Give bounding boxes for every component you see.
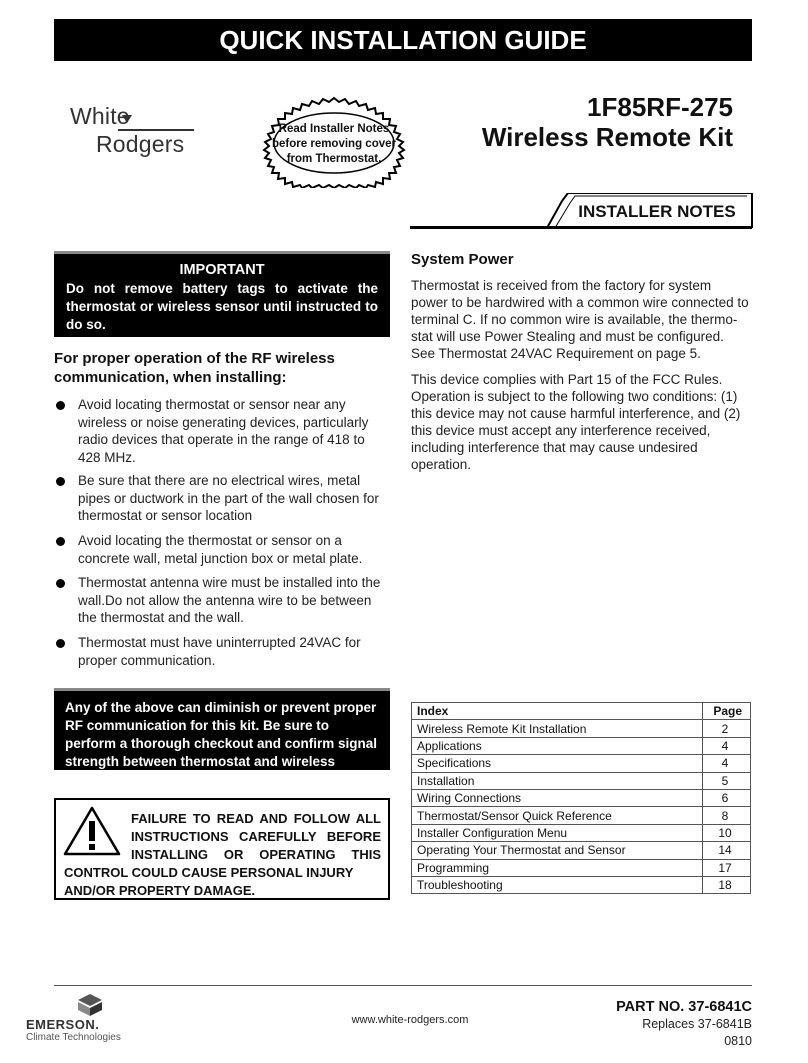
important-notice [54, 251, 390, 337]
system-power-paragraph: Thermostat is received from the factory for system power to be hardwired with a common wire connected to terminal C. If no common wire is available, the thermo-stat will use Power Stealing and must be configured. See Thermostat 24VAC Requirement on page 5. [411, 278, 749, 361]
bullet-icon [56, 579, 65, 588]
index-title: Specifications [412, 755, 703, 772]
seal-line-1: Read Installer Notes [278, 123, 390, 135]
index-page: 17 [703, 859, 751, 876]
index-title: Wiring Connections [412, 789, 703, 806]
section-divider [410, 226, 752, 229]
table-row [412, 772, 751, 789]
part-number: PART NO. 37-6841C [616, 999, 752, 1015]
table-header-row [412, 703, 751, 720]
index-page: 10 [703, 824, 751, 841]
table-row [412, 720, 751, 737]
warning-line-5: AND/OR PROPERTY DAMAGE. [64, 883, 256, 898]
logo-line-2: Rodgers [96, 131, 185, 157]
index-title: Installation [412, 772, 703, 789]
index-page: 8 [703, 807, 751, 824]
index-title: Programming [412, 859, 703, 876]
list-item-text: Be sure that there are no electrical wires, metal pipes or ductwork in the part of the wall chosen for thermostat or sensor location [78, 473, 379, 523]
product-title [430, 92, 733, 152]
list-item-text: Avoid locating the thermostat or sensor on a concrete wall, metal junction box or metal plate. [78, 533, 363, 566]
table-row [412, 876, 751, 893]
rf-section-heading: For proper operation of the RF wireless communication, when installing: [54, 350, 335, 386]
important-heading: IMPORTANT [179, 262, 265, 278]
replaces-part: Replaces 37-6841B [642, 1017, 752, 1031]
company-name: EMERSON. [26, 1017, 100, 1032]
list-item [54, 532, 390, 567]
warning-text [64, 810, 381, 900]
index-page: 4 [703, 737, 751, 754]
table-row [412, 859, 751, 876]
index-column-header: Index [412, 703, 703, 720]
product-name: Wireless Remote Kit [481, 122, 733, 152]
list-item [54, 574, 390, 627]
table-row [412, 824, 751, 841]
list-item [54, 634, 390, 669]
list-item [54, 472, 390, 525]
seal-line-2: before removing cover [272, 138, 396, 150]
date-code: 0810 [724, 1034, 752, 1048]
company-division: Climate Technologies [26, 1032, 121, 1043]
table-row [412, 755, 751, 772]
bullet-icon [56, 537, 65, 546]
bullet-icon [56, 639, 65, 648]
bullet-icon [56, 477, 65, 486]
important-body: Do not remove battery tags to activate the thermostat or wireless sensor until instructed to do so. [66, 281, 378, 332]
table-row [412, 737, 751, 754]
warning-line-3: INSTALLING OR OPERATING THIS [131, 847, 381, 862]
warning-line-4: CONTROL COULD CAUSE PERSONAL INJURY [64, 865, 354, 880]
rf-checkout-notice: Any of the above can diminish or prevent proper RF communication for this kit. Be sure to perform a thorough checkout and confirm signal strength between thermostat and wireless sensor. [54, 688, 390, 770]
fcc-compliance-paragraph: This device complies with Part 15 of the FCC Rules. Operation is subject to the following two conditions: (1) this device may not cause harmful interference, and (2) this device must accept any interference received, including interference that may cause undesired operation. [411, 372, 741, 472]
index-page: 2 [703, 720, 751, 737]
section-tab-label: INSTALLER NOTES [578, 202, 736, 221]
index-page: 5 [703, 772, 751, 789]
list-item-text: Avoid locating thermostat or sensor near any wireless or noise generating devices, particularly radio devices that operate in the range of 418 to 428 MHz. [78, 397, 369, 465]
table-row [412, 807, 751, 824]
index-title: Thermostat/Sensor Quick Reference [412, 807, 703, 824]
page-title: QUICK INSTALLATION GUIDE [54, 19, 752, 61]
seal-line-3: from Thermostat. [286, 153, 382, 165]
website-link[interactable]: www.white-rodgers.com [351, 1014, 469, 1026]
list-item [54, 396, 390, 466]
table-row [412, 789, 751, 806]
product-model: 1F85RF-275 [587, 92, 733, 122]
white-rodgers-logo [70, 103, 210, 163]
index-table [411, 702, 751, 894]
index-title: Wireless Remote Kit Installation [412, 720, 703, 737]
list-item-text: Thermostat antenna wire must be installed into the wall.Do not allow the antenna wire to be between the thermostat and the wall. [78, 575, 381, 625]
index-title: Operating Your Thermostat and Sensor [412, 842, 703, 859]
system-power-heading: System Power [411, 251, 514, 268]
index-page: 6 [703, 789, 751, 806]
page-column-header: Page [703, 703, 751, 720]
table-row [412, 842, 751, 859]
footer-divider [54, 985, 752, 986]
warning-line-2: INSTRUCTIONS CAREFULLY BEFORE [131, 829, 381, 844]
index-title: Applications [412, 737, 703, 754]
index-title: Troubleshooting [412, 876, 703, 893]
index-page: 18 [703, 876, 751, 893]
index-title: Installer Configuration Menu [412, 824, 703, 841]
installer-notes-seal-text [264, 122, 404, 167]
logo-arrow-mark [122, 115, 132, 123]
bullet-icon [56, 401, 65, 410]
index-page: 14 [703, 842, 751, 859]
warning-line-1: FAILURE TO READ AND FOLLOW ALL [131, 811, 381, 826]
logo-line-1: White [70, 103, 130, 129]
list-item-text: Thermostat must have uninterrupted 24VAC for proper communication. [78, 635, 361, 668]
index-page: 4 [703, 755, 751, 772]
